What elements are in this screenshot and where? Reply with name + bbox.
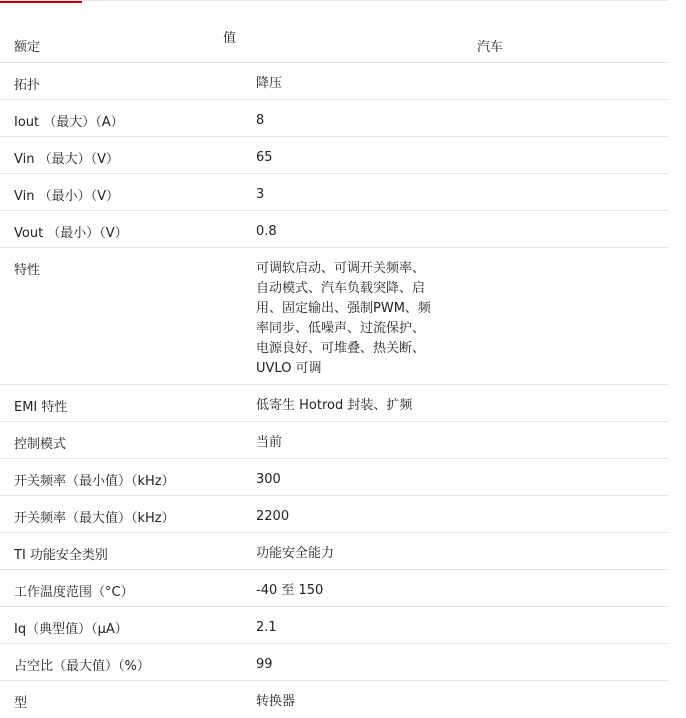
table-row [0, 681, 668, 718]
table-row [0, 137, 668, 174]
header-value: 值 [223, 31, 237, 46]
row-label: 开关频率（最大值）（kHz） [14, 511, 175, 526]
row-value: 300 [256, 472, 281, 487]
row-label: 拓扑 [14, 78, 41, 93]
row-label: Iq（典型值）（µA） [14, 622, 128, 637]
row-value: 转换器 [256, 694, 296, 709]
table-row [0, 174, 668, 211]
row-label: 控制模式 [14, 437, 67, 452]
table-header [0, 0, 668, 63]
row-label: Iout （最大）（A） [14, 115, 124, 130]
row-label: 占空比（最大值）（%） [14, 659, 150, 674]
row-label: TI 功能安全类别 [14, 548, 108, 563]
row-value: 65 [256, 150, 273, 165]
header-rating: 额定 [14, 40, 41, 55]
row-value: -40 至 150 [256, 583, 324, 598]
row-value: 可调软启动、可调开关频率、自动模式、汽车负载突降、启用、固定输出、强制PWM、频率同步、低噪声、过流保护、电源良好、可堆叠、热关断、UVLO 可调 [256, 261, 431, 376]
table-row [0, 533, 668, 570]
row-label: 开关频率（最小值）（kHz） [14, 474, 175, 489]
table-row [0, 100, 668, 137]
row-value: 3 [256, 187, 265, 202]
table-row [0, 570, 668, 607]
row-label: 特性 [14, 263, 41, 278]
row-label: EMI 特性 [14, 400, 68, 415]
row-value: 2200 [256, 509, 290, 524]
row-value: 8 [256, 113, 265, 128]
row-label: Vin （最大）（V） [14, 152, 119, 167]
table-row [0, 496, 668, 533]
table-row [0, 422, 668, 459]
row-value: 0.8 [256, 224, 277, 239]
table-row [0, 211, 668, 248]
table-row [0, 63, 668, 100]
row-label: Vout （最小）（V） [14, 226, 128, 241]
row-value: 低寄生 Hotrod 封装、扩频 [256, 398, 413, 413]
table-row [0, 248, 668, 385]
table-row [0, 385, 668, 422]
row-label: 型 [14, 696, 28, 711]
table-row [0, 644, 668, 681]
row-value: 2.1 [256, 620, 277, 635]
row-label: Vin （最小）（V） [14, 189, 119, 204]
row-value: 99 [256, 657, 273, 672]
row-value: 当前 [256, 435, 283, 450]
row-value: 降压 [256, 76, 283, 91]
table-row [0, 459, 668, 496]
header-automotive: 汽车 [477, 40, 504, 55]
row-label: 工作温度范围（°C） [14, 585, 134, 600]
table-row [0, 607, 668, 644]
row-value: 功能安全能力 [256, 546, 335, 561]
